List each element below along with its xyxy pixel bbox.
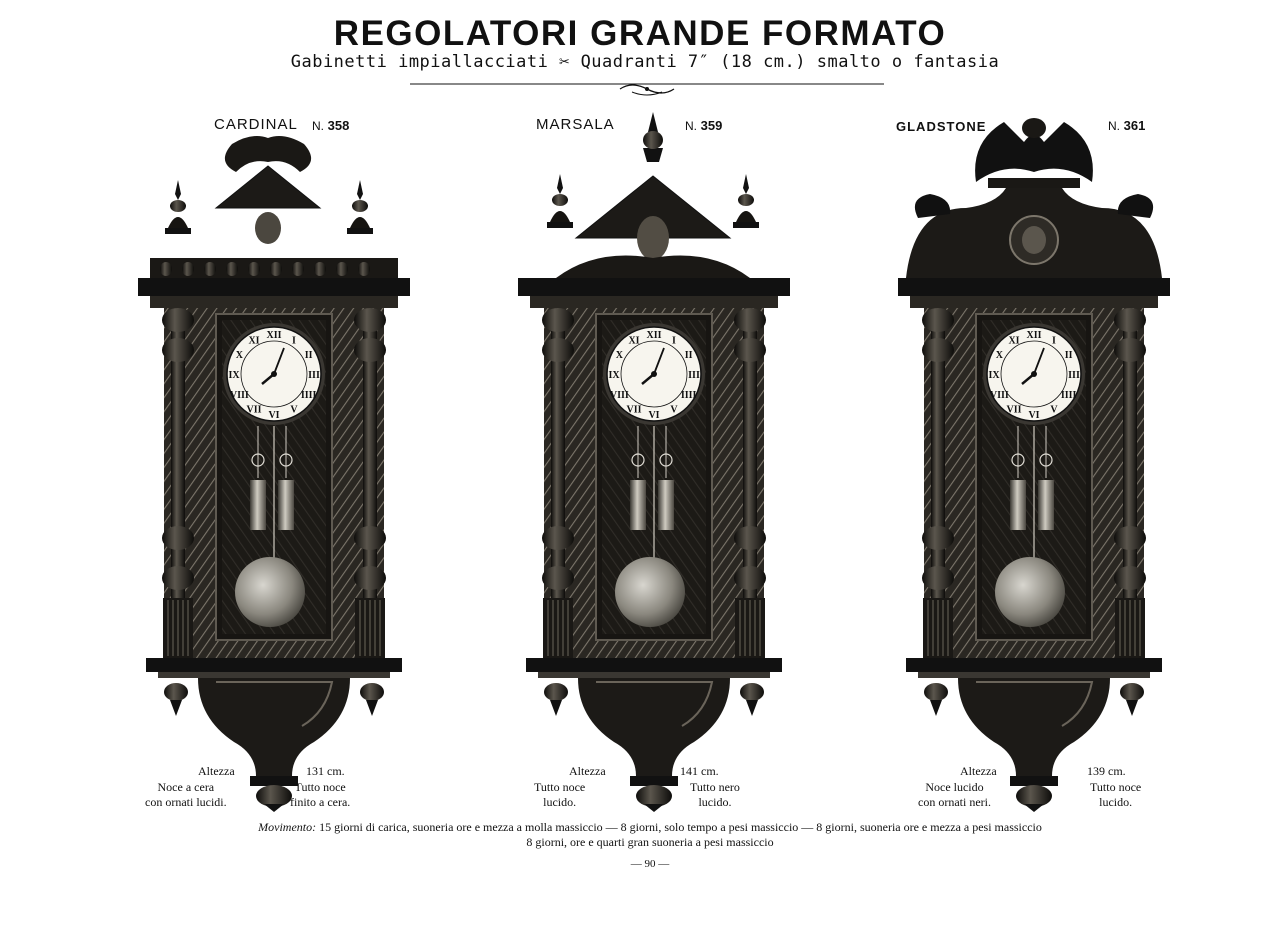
column-turning	[1114, 338, 1146, 362]
dial-numeral: I	[1052, 335, 1056, 347]
clock-image-marsala	[516, 88, 792, 813]
gallery-spindle	[182, 262, 194, 276]
pendant-tip	[746, 700, 758, 716]
finish-option-a: Noce lucido con ornati neri.	[918, 780, 991, 809]
dial-numeral: XI	[248, 335, 260, 347]
finish-option-a: Noce a cera con ornati lucidi.	[145, 780, 227, 809]
base-lip	[158, 672, 390, 678]
dial-numeral: II	[304, 350, 313, 361]
height-value: 139 cm.	[1087, 764, 1126, 778]
clock-number-361: N. 361	[1108, 118, 1146, 133]
dial-center	[271, 371, 277, 377]
urn-spike	[648, 112, 658, 132]
pendant-tip	[170, 700, 182, 716]
column-turning	[542, 338, 574, 362]
gallery-spindle	[226, 262, 238, 276]
finial-spike	[175, 180, 181, 200]
dial-center	[651, 371, 657, 377]
column-turning	[542, 308, 574, 332]
pendant-tip	[1126, 700, 1138, 716]
finial-spike	[357, 180, 363, 200]
clock-image-gladstone	[896, 88, 1172, 813]
pendant-finial	[740, 683, 764, 701]
height-label: Altezza	[960, 764, 997, 778]
base-moulding	[526, 658, 782, 672]
dial-numeral: VIII	[989, 390, 1009, 401]
cornice-moulding	[530, 296, 778, 308]
column-turning	[1114, 308, 1146, 332]
carved-mask	[255, 212, 281, 244]
eagle-head	[1022, 118, 1046, 138]
pendulum-bob	[615, 557, 685, 627]
base-moulding	[146, 658, 402, 672]
drop-tip	[644, 804, 664, 812]
page-number: — 90 —	[630, 858, 670, 870]
column-turning	[162, 566, 194, 590]
pendant-tip	[930, 700, 942, 716]
column-turning	[542, 566, 574, 590]
cornice	[898, 278, 1170, 296]
column-turning	[162, 526, 194, 550]
gallery-spindle	[292, 262, 304, 276]
column-turning	[354, 526, 386, 550]
finial-base	[547, 222, 573, 228]
finial-bell	[550, 211, 570, 222]
column-turning	[542, 526, 574, 550]
gallery-spindle	[204, 262, 216, 276]
column-turning	[354, 308, 386, 332]
clock-name-marsala: MARSALA	[536, 116, 615, 133]
eagle-plinth	[988, 178, 1080, 188]
finish-option-b: Tutto noce lucido.	[1090, 780, 1142, 809]
drop-finial	[256, 785, 292, 807]
pendant-tip	[550, 700, 562, 716]
cornice-moulding	[150, 296, 398, 308]
clock-number-358: N. 358	[312, 118, 350, 133]
bracket-apron	[198, 678, 350, 776]
dial-numeral: XII	[1026, 330, 1042, 341]
weight	[1010, 480, 1026, 530]
dial-numeral: XII	[266, 330, 282, 341]
column-turning	[354, 566, 386, 590]
pendant-finial	[1120, 683, 1144, 701]
dial-numeral: X	[615, 350, 623, 361]
dial-numeral: VII	[246, 404, 262, 416]
gallery-spindle	[314, 262, 326, 276]
height-label: Altezza	[569, 764, 606, 778]
height-value: 131 cm.	[306, 764, 345, 778]
dial-numeral: VII	[626, 404, 642, 416]
dial-numeral: XI	[628, 335, 640, 347]
finial-knob	[170, 200, 186, 212]
gallery-spindle	[160, 262, 172, 276]
finish-option-b: Tutto noce finito a cera.	[290, 780, 351, 809]
finial-base	[347, 228, 373, 234]
dial-numeral: X	[235, 350, 243, 361]
base-lip	[538, 672, 770, 678]
drop-tip	[1024, 804, 1044, 812]
column-turning	[354, 338, 386, 362]
finial-knob	[738, 194, 754, 206]
weight	[658, 480, 674, 530]
dial-numeral: IX	[228, 370, 240, 381]
gallery-spindle	[248, 262, 260, 276]
drop-finial	[1016, 785, 1052, 807]
clock-image-cardinal	[136, 88, 412, 813]
cornice-moulding	[910, 296, 1158, 308]
dial-numeral: III	[688, 370, 700, 381]
clock-name-cardinal: CARDINAL	[214, 116, 298, 133]
column-turning	[734, 338, 766, 362]
column-turning	[922, 308, 954, 332]
column-turning	[1114, 526, 1146, 550]
pediment	[216, 166, 320, 208]
weight	[278, 480, 294, 530]
finial-base	[733, 222, 759, 228]
finial-knob	[552, 194, 568, 206]
column-turning	[922, 566, 954, 590]
gallery-spindle	[358, 262, 370, 276]
dial-numeral: VIII	[229, 390, 249, 401]
dial-numeral: III	[1068, 370, 1080, 381]
dial-numeral: VI	[1028, 410, 1040, 421]
dial-numeral: I	[672, 335, 676, 347]
dial-numeral: II	[1064, 350, 1073, 361]
finial-knob	[352, 200, 368, 212]
carved-mask	[637, 216, 669, 260]
drop-finial	[636, 785, 672, 807]
page-subtitle: Gabinetti impiallacciati ✂ Quadranti 7″ (18 cm.) smalto o fantasia	[290, 52, 1000, 72]
bracket-apron	[578, 678, 730, 776]
scroll-frieze	[556, 256, 750, 279]
movement-note-line1: Movimento: 15 giorni di carica, suoneria ore e mezza a molla massiccio — 8 giorni, solo tempo a pesi massiccio — 8 giorni, suoneria ore e mezza a pesi massiccio	[258, 820, 1042, 834]
dial-numeral: VII	[1006, 404, 1022, 416]
column-turning	[922, 338, 954, 362]
finial-bell	[736, 211, 756, 222]
column-turning	[162, 308, 194, 332]
dial-numeral: I	[292, 335, 296, 347]
dial-center	[1031, 371, 1037, 377]
base-lip	[918, 672, 1150, 678]
dial-numeral: V	[670, 404, 678, 416]
finial-base	[165, 228, 191, 234]
bracket-apron	[958, 678, 1110, 776]
gallery-spindle	[336, 262, 348, 276]
dial-numeral: VI	[648, 410, 660, 421]
pendant-tip	[366, 700, 378, 716]
pendant-finial	[360, 683, 384, 701]
urn-body	[643, 131, 663, 149]
weight	[1038, 480, 1054, 530]
dial-numeral: VIII	[609, 390, 629, 401]
pendant-finial	[544, 683, 568, 701]
urn-finial	[643, 148, 663, 162]
dial-numeral: X	[995, 350, 1003, 361]
dial-numeral: II	[684, 350, 693, 361]
dial-numeral: XII	[646, 330, 662, 341]
dial-numeral: IIII	[680, 390, 697, 401]
column-turning	[1114, 566, 1146, 590]
gallery-spindle	[270, 262, 282, 276]
dial-numeral: V	[1050, 404, 1058, 416]
movement-note-line2: 8 giorni, ore e quarti gran suoneria a pesi massiccio	[526, 835, 774, 849]
finial-bell	[168, 217, 188, 228]
finial-spike	[743, 174, 749, 194]
finial-bell	[350, 217, 370, 228]
drop-tip	[264, 804, 284, 812]
cornice	[518, 278, 790, 296]
pendant-finial	[924, 683, 948, 701]
dial-numeral: IX	[608, 370, 620, 381]
column-turning	[922, 526, 954, 550]
weight	[250, 480, 266, 530]
column-turning	[734, 308, 766, 332]
height-label: Altezza	[198, 764, 235, 778]
lion-mask	[1022, 226, 1046, 254]
page-title: REGOLATORI GRANDE FORMATO	[333, 14, 947, 53]
finish-option-a: Tutto noce lucido.	[534, 780, 586, 809]
dial-numeral: IIII	[1060, 390, 1077, 401]
dial-numeral: VI	[268, 410, 280, 421]
weight	[630, 480, 646, 530]
drop-cap	[1010, 776, 1058, 786]
pendant-finial	[164, 683, 188, 701]
drop-cap	[630, 776, 678, 786]
height-value: 141 cm.	[680, 764, 719, 778]
column-turning	[734, 566, 766, 590]
dial-numeral: V	[290, 404, 298, 416]
pendulum-bob	[995, 557, 1065, 627]
dial-numeral: XI	[1008, 335, 1020, 347]
cornice	[138, 278, 410, 296]
column-turning	[734, 526, 766, 550]
pendulum-bob	[235, 557, 305, 627]
dial-numeral: IIII	[300, 390, 317, 401]
base-moulding	[906, 658, 1162, 672]
clock-number-359: N. 359	[685, 118, 723, 133]
finial-spike	[557, 174, 563, 194]
finish-option-b: Tutto nero lucido.	[690, 780, 740, 809]
clock-name-gladstone: GLADSTONE	[896, 119, 987, 134]
dial-numeral: III	[308, 370, 320, 381]
dial-numeral: IX	[988, 370, 1000, 381]
column-turning	[162, 338, 194, 362]
